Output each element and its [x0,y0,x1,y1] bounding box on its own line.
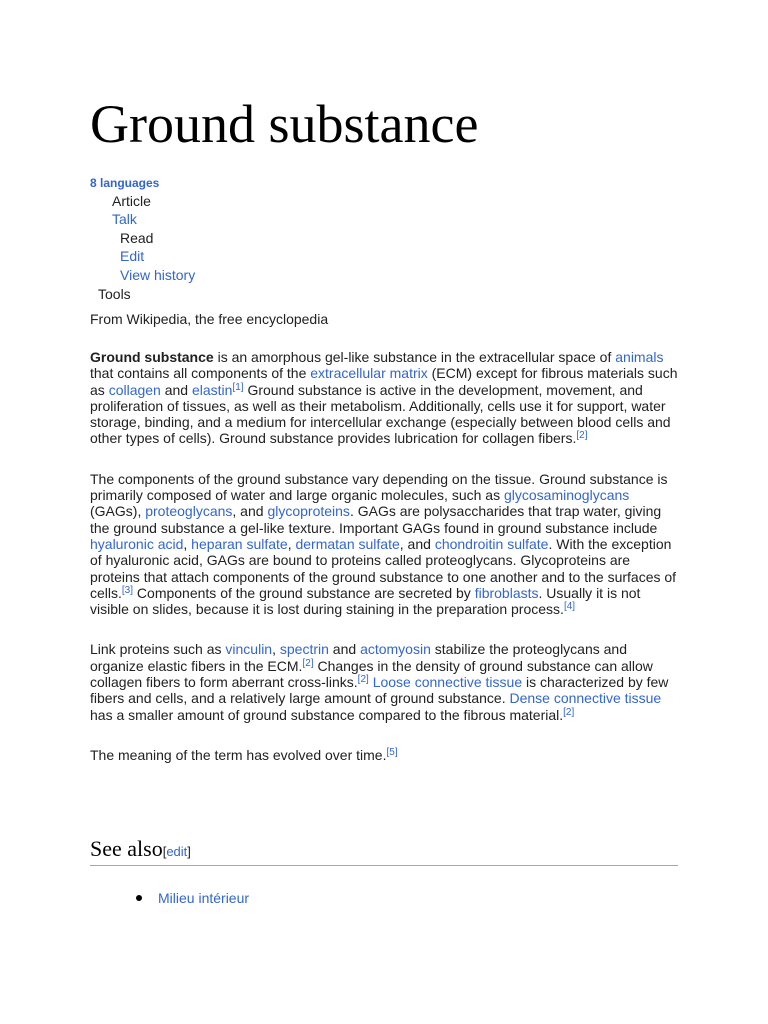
paragraph-components [90,471,678,618]
citation-4[interactable]: [4] [563,601,576,613]
bracket: ] [187,844,191,859]
citation-2[interactable]: [2] [357,674,369,686]
section-edit [163,844,191,859]
text: , [287,535,296,552]
citation [564,601,575,612]
see-also-list [134,888,249,908]
citation [302,658,313,669]
text: Ground substance is active in the development, movement, and proliferation of tissues, as well as their metabolism. Additionally, cells use it for support, water storage, binding, and a medium for intercellular exchange (especially between blood cells and other types of cells). Ground substance provides lubrication for collagen fibers. [90,381,671,447]
site-tagline: From Wikipedia, the free encyclopedia [90,311,329,327]
text: has a smaller amount of ground substance compared to the fibrous material. [90,706,564,723]
citation [358,674,369,685]
list-item [134,888,249,908]
tab-read[interactable]: Read [120,230,154,246]
text: , [183,535,192,552]
paragraph-meaning [90,747,678,763]
bold-term: Ground substance [90,349,214,365]
citation-3[interactable]: [3] [121,584,134,596]
text: is an amorphous gel-like substance in the extracellular space of [213,349,616,365]
text: that contains all components of the [90,365,311,382]
article-body [90,349,678,787]
tab-view-history[interactable]: View history [120,267,196,283]
citation-1[interactable]: [1] [232,381,244,393]
text: , and [399,535,435,552]
link-loose-connective-tissue[interactable]: Loose connective tissue [372,674,523,691]
link-glycoproteins[interactable]: glycoproteins [267,503,350,520]
link-fibroblasts[interactable]: fibroblasts [474,584,539,601]
text: (ECM) except for fibrous materials such as [90,365,678,398]
link-animals[interactable]: animals [615,349,664,365]
link-dermatan-sulfate[interactable]: dermatan sulfate [295,535,400,552]
bracket: [ [162,844,167,859]
link-actomyosin[interactable]: actomyosin [360,641,431,658]
citation-2[interactable]: [2] [563,706,575,718]
citation [386,747,397,758]
text: The meaning of the term has evolved over time. [90,746,387,763]
link-collagen[interactable]: collagen [108,381,161,398]
edit-section-link[interactable]: edit [166,844,188,859]
citation-5[interactable]: [5] [386,746,398,758]
text: , [272,641,280,658]
page-title: Ground substance [90,94,479,154]
citation [232,382,243,393]
tab-talk[interactable]: Talk [112,211,137,227]
text: stabilize the proteoglycans and organize elastic fibers in the ECM. [90,641,627,674]
text: and [328,641,361,658]
languages-button[interactable]: 8 languages [90,176,160,190]
link-chondroitin-sulfate[interactable]: chondroitin sulfate [434,535,549,552]
link-milieu-interieur[interactable]: Milieu intérieur [158,890,250,906]
text: . With the exception of hyaluronic acid, GAGs are bound to proteins called proteoglycans. Glycoproteins are proteins that attach components of the ground substance to one another and to the surfaces of cells. [90,535,677,601]
citation [122,585,133,596]
paragraph-link-proteins [90,641,678,722]
link-proteoglycans[interactable]: proteoglycans [145,503,233,520]
citation [576,430,587,441]
tab-article[interactable]: Article [112,193,151,209]
link-spectrin[interactable]: spectrin [279,641,329,658]
text: is characterized by few fibers and cells, and a relatively large amount of ground substance. [90,674,669,707]
tools-menu[interactable]: Tools [98,286,131,302]
link-dense-connective-tissue[interactable]: Dense connective tissue [509,690,662,707]
link-hyaluronic-acid[interactable]: hyaluronic acid [90,535,184,552]
link-extracellular-matrix[interactable]: extracellular matrix [310,365,428,382]
citation-2[interactable]: [2] [302,657,314,669]
text: . Usually it is not visible on slides, because it is lost during staining in the preparation process. [90,584,641,618]
citation [563,707,574,718]
text: . GAGs are polysaccharides that trap water, giving the ground substance a gel-like texture. Important GAGs found in ground substance include [90,503,662,536]
link-elastin[interactable]: elastin [191,381,233,398]
text: The components of the ground substance vary depending on the tissue. Ground substance is primarily composed of water and large organic molecules, such as [90,470,668,504]
text: Components of the ground substance are secreted by [133,584,475,601]
link-glycosaminoglycans[interactable]: glycosaminoglycans [503,487,630,504]
tab-edit[interactable]: Edit [120,248,145,264]
link-heparan-sulfate[interactable]: heparan sulfate [191,535,288,552]
bullet-icon [136,895,142,901]
text: , and [232,503,268,520]
section-heading-see-also [90,835,678,866]
text: Link proteins such as [90,641,226,658]
paragraph-intro [90,349,678,447]
link-vinculin[interactable]: vinculin [225,641,273,658]
text: Changes in the density of ground substance can allow collagen fibers to form aberrant cross-links. [90,657,653,691]
citation-2[interactable]: [2] [576,430,588,442]
section-title: See also [90,836,163,861]
text: (GAGs), [90,503,146,520]
text: and [160,381,192,398]
